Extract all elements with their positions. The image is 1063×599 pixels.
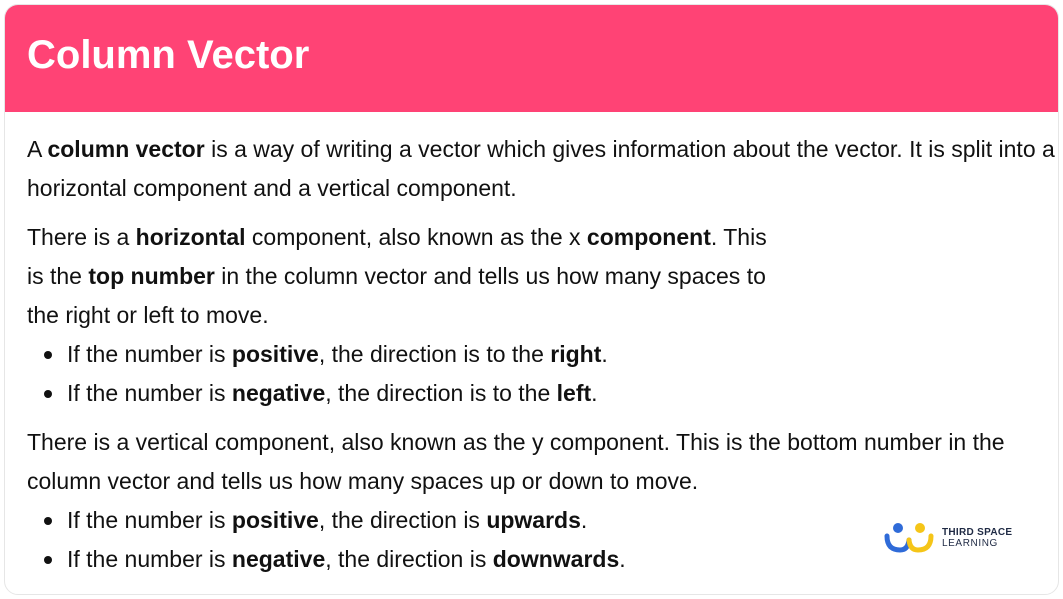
- bold-term: negative: [231, 546, 326, 572]
- text-span: .: [601, 341, 608, 367]
- bold-term: column vector: [47, 136, 205, 162]
- bold-term: horizontal: [135, 224, 246, 250]
- bold-term: component: [586, 224, 711, 250]
- title-banner: [5, 5, 1058, 112]
- page-title: Column Vector: [27, 33, 310, 77]
- bold-term: negative: [231, 380, 326, 406]
- text-span: . This: [710, 224, 767, 250]
- horizontal-section: [27, 218, 1058, 413]
- bold-term: positive: [231, 507, 319, 533]
- text-span: the right or left to move.: [27, 302, 269, 328]
- content-body: [5, 112, 1058, 579]
- third-space-learning-logo-icon: [884, 520, 934, 556]
- text-span: There is a: [27, 224, 136, 250]
- bold-term: right: [550, 341, 602, 367]
- text-span: .: [591, 380, 598, 406]
- text-span: If the number is: [67, 507, 232, 533]
- text-span: , the direction is: [318, 507, 487, 533]
- horizontal-line-3: [27, 296, 1058, 335]
- bold-term: positive: [231, 341, 319, 367]
- text-span: is a way of writing a vector which gives information about the vector. It is split into a horizontal component and a vertical component.: [27, 136, 1055, 201]
- logo-line-1: THIRD SPACE: [942, 527, 1013, 538]
- text-span: in the column vector and tells us how many spaces to: [214, 263, 766, 289]
- list-item: [27, 335, 1058, 374]
- text-span: .: [580, 507, 588, 533]
- text-span: .: [619, 546, 626, 572]
- text-span: , the direction is to the: [318, 341, 551, 367]
- horizontal-bullet-list: [27, 335, 1058, 413]
- bold-term: upwards: [486, 507, 581, 533]
- horizontal-line-2: [27, 257, 1058, 296]
- text-span: is the: [27, 263, 89, 289]
- text-span: If the number is: [67, 380, 232, 406]
- vertical-paragraph: There is a vertical component, also known as the y component. This is the bottom number in the column vector and tells us how many spaces up or down to move.: [27, 429, 1005, 494]
- text-span: A: [27, 136, 48, 162]
- slide-card: [4, 4, 1059, 595]
- text-span: If the number is: [67, 341, 232, 367]
- horizontal-line-1: [27, 218, 1058, 257]
- intro-paragraph: [27, 130, 1058, 208]
- bold-term: downwards: [492, 546, 620, 572]
- bold-term: top number: [88, 263, 215, 289]
- list-item: [27, 374, 1058, 413]
- logo-text: [942, 527, 1012, 549]
- text-span: If the number is: [67, 546, 232, 572]
- text-span: component, also known as the x: [245, 224, 587, 250]
- logo-line-2: LEARNING: [942, 538, 998, 549]
- text-span: , the direction is: [325, 546, 493, 572]
- bold-term: left: [556, 380, 592, 406]
- third-space-learning-logo: [884, 520, 1012, 556]
- text-span: , the direction is to the: [325, 380, 557, 406]
